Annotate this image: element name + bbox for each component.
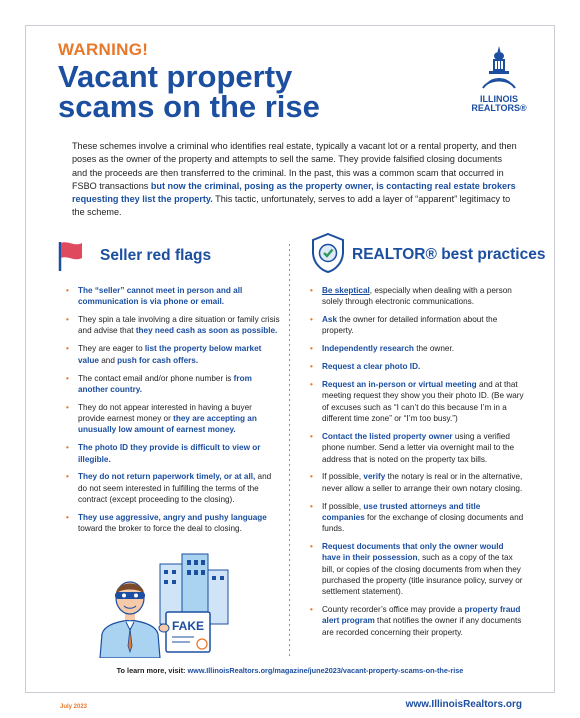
seller-red-flags-list: [66, 285, 280, 541]
flag-1-highlight: The “seller” cannot meet in person and all communication is via phone or email.: [78, 286, 243, 307]
flag-6-highlight: The photo ID they provide is difficult to view or illegible.: [78, 443, 261, 464]
best-practices-list: [310, 285, 524, 645]
practice-10-text: County recorder’s office may provide a: [322, 605, 465, 615]
list-item: [310, 379, 524, 424]
practice-10-text-2: that notifies the owner if any documents are recorded concerning their property.: [322, 616, 522, 637]
flag-7-highlight: They do not return paperwork timely, or at all,: [78, 472, 256, 482]
list-item: [66, 512, 280, 535]
list-item: [66, 314, 280, 337]
practice-1-text: , especially when dealing with a person solely through electronic communications.: [322, 286, 512, 307]
warning-label: WARNING!: [58, 40, 149, 59]
practice-2-highlight: Ask: [322, 315, 338, 325]
flag-5-highlight: they are accepting an unusually low amount of earnest money.: [78, 414, 257, 435]
title-line-1: Vacant property: [58, 59, 293, 94]
page-title: [58, 59, 488, 124]
website-link[interactable]: www.IllinoisRealtors.org: [405, 699, 522, 710]
list-item: [310, 501, 524, 535]
practice-7-text-2: the notary is real or in the alternative, never allow a seller to arrange their own notary closing.: [322, 472, 523, 493]
practice-4-highlight: Request a clear photo ID.: [322, 362, 421, 372]
logo-text-line-1: ILLINOIS: [480, 94, 518, 104]
practice-1-highlight: Be skeptical: [322, 286, 370, 295]
flag-3-text: They are eager to: [78, 344, 145, 354]
list-item: [66, 373, 280, 396]
practice-6-text: using a verified phone number. Send a letter via overnight mail to the address that is noted on the property tax bills.: [322, 431, 515, 464]
practice-8-highlight: use trusted attorneys and title companies: [322, 501, 481, 522]
flag-3-highlight-2: push for cash offers.: [117, 355, 199, 365]
illinois-realtors-logo: [466, 44, 532, 122]
list-item: [310, 471, 524, 494]
learn-more-line: [0, 666, 580, 675]
publication-date: July 2023: [60, 704, 88, 710]
list-item: [66, 402, 280, 436]
flag-3-text-2: and: [98, 355, 118, 365]
practice-10-highlight: property fraud alert program: [322, 605, 521, 626]
flag-8-highlight: They use aggressive, angry and pushy language: [78, 512, 267, 522]
list-item: [66, 285, 280, 308]
flag-7-text: and do not seem interested in fulfilling the terms of the contract (except proceeding to the closing).: [78, 472, 272, 505]
flag-2-text: They spin a tale involving a dire situation or family crisis and advise that: [78, 315, 280, 336]
practice-9-highlight: Request documents that only the owner would have in their possession: [322, 542, 504, 563]
practice-3-highlight: Independently research: [322, 344, 414, 354]
flag-2-highlight: they need cash as soon as possible.: [135, 326, 278, 336]
flag-3-highlight: list the property below market value: [78, 344, 262, 365]
list-item: [66, 471, 280, 505]
red-flag-icon: [54, 238, 90, 274]
header: [58, 40, 488, 122]
title-line-2: scams on the rise: [58, 89, 320, 124]
intro-highlight: but now the criminal, posing as the property owner, is contacting real estate brokers requesting they list the property.: [72, 180, 516, 205]
list-item: [310, 285, 524, 308]
left-column-title: Seller red flags: [100, 247, 212, 264]
practice-3-text: the owner.: [413, 344, 454, 354]
illinois-capitol-logo-icon: [479, 44, 519, 90]
fake-sign-text: FAKE: [171, 619, 205, 633]
list-item: [310, 431, 524, 465]
learn-more-link[interactable]: www.IllinoisRealtors.org/magazine/june2023/vacant-property-scams-on-the-rise: [187, 666, 464, 675]
practice-6-highlight: Contact the listed property owner: [322, 431, 453, 441]
list-item: [310, 314, 524, 337]
scammer-illustration: [92, 550, 242, 663]
logo-text-line-2: REALTORS®: [471, 103, 527, 113]
practice-5-highlight: Request an in-person or virtual meeting: [322, 380, 477, 390]
right-column-title: REALTOR® best practices: [352, 246, 546, 263]
practice-5-text: and at that meeting request they show you their photo ID. (Be wary of excuses such as “I can’t do this because I’m in a different time zone” or “I’m too busy.”): [322, 380, 524, 424]
intro-text-1: These schemes involve a criminal who identifies real estate, typically a vacant lot or a rental property, and then poses as the owner of the property and attempts to sell the same. They provide falsified closing documents and the proceeds are then transferred to the criminal. In the past, this was a common scam that occurred in FSBO transactions: [72, 141, 517, 191]
practice-8-text-2: for the exchange of closing documents and funds.: [322, 512, 524, 534]
list-item: [310, 604, 524, 638]
flag-4-highlight: from another country.: [78, 373, 252, 394]
list-item: [310, 361, 524, 372]
intro-text-2: This tactic, unfortunately, serves to add a layer of “apparent” legitimacy to the scheme.: [72, 194, 511, 218]
flag-5-text: They do not appear interested in having a buyer provide earnest money or: [78, 402, 252, 424]
list-item: [310, 343, 524, 354]
intro-paragraph: [72, 140, 518, 220]
scammer-illustration-graphic: [92, 550, 242, 658]
practice-7-highlight: verify: [363, 472, 386, 482]
list-item: [310, 541, 524, 597]
column-divider: [289, 244, 290, 659]
list-item: [66, 442, 280, 465]
practice-8-text: If possible,: [322, 501, 364, 511]
list-item: [66, 343, 280, 366]
shield-check-icon: [310, 232, 346, 274]
flag-8-text: toward the broker to force the deal to closing.: [78, 524, 242, 534]
learn-more-label: To learn more, visit:: [116, 666, 188, 675]
practice-7-text: If possible,: [322, 472, 364, 482]
practice-2-text: the owner for detailed information about the property.: [322, 315, 498, 336]
flag-4-text: The contact email and/or phone number is: [78, 373, 234, 383]
practice-9-text: , such as a copy of the tax bill, or copies of the closing documents from when they purchased the property (title insurance policy, survey or settlement statement).: [322, 553, 523, 597]
